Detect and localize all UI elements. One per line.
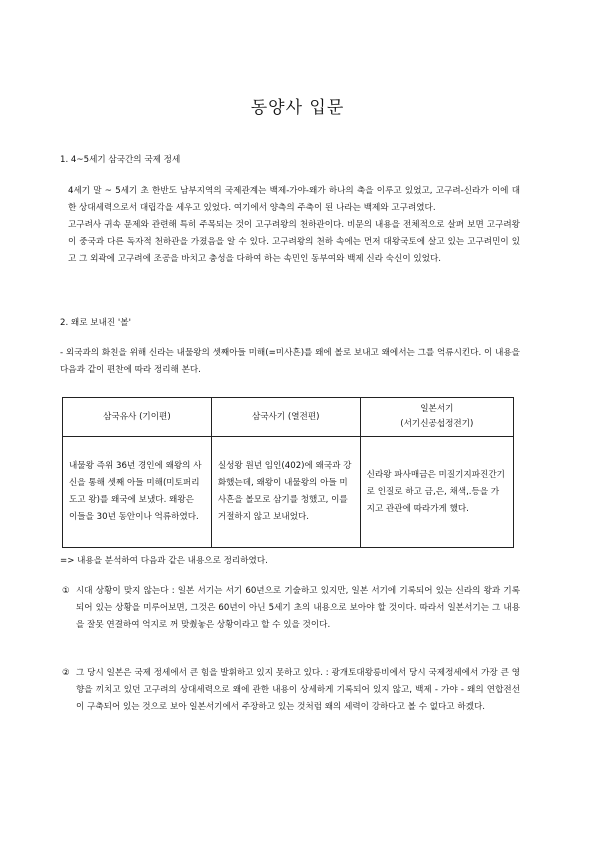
- document-title: 동양사 입문: [250, 98, 345, 118]
- table-cell-samgukyusa: 내물왕 즉위 36년 경인에 왜왕의 사신을 통해 셋째 아들 미해(미토퍼리도고 왕)를 왜국에 보냈다. 왜왕은 이들을 30년 동안이나 억류하였다.: [63, 437, 212, 548]
- list-item: [62, 583, 520, 634]
- list-item: [62, 665, 520, 716]
- section1-paragraph-2: 고구려사 귀속 문제와 관련해 특히 주목되는 것이 고구려왕의 천하관이다. 비문의 내용을 전체적으로 살펴 보면 고구려왕이 중국과 다른 독자적 천하관을 가졌음을 알 수 있다. 고구려왕의 천하 속에는 먼저 대왕국토에 살고 있는 고구려민이 있고 그 외곽에 고구려에 조공을 바치고 충성을 다하여 하는 속민인 동부여와 백제 신라 숙신이 있었다.: [68, 220, 520, 264]
- table-header-samguksagi: 삼국사기 (열전편): [211, 398, 360, 437]
- table-header-row: [63, 398, 514, 437]
- summary-line: => 내용을 분석하여 다음과 같은 내용으로 정리하였다.: [60, 556, 268, 566]
- section2-intro: [60, 345, 520, 379]
- section1-body: [60, 183, 520, 268]
- section2-intro-text: - 외국과의 화친을 위해 신라는 내물왕의 셋째아들 미해(=미사흔)를 왜에 볼로 보내고 왜에서는 그를 억류시킨다. 이 내용을 다음과 같이 편찬에 따라 정리해 본다.: [60, 348, 520, 375]
- table-cell-nihonshoki: 신라왕 파사매금은 미질기지파진간기로 인질로 하고 금,은, 채색,.등을 가지고 관관에 따라가게 했다.: [360, 437, 513, 548]
- table-header-samgukyusa: 삼국유사 (기이편): [63, 398, 212, 437]
- section1-paragraph-1: 4세기 말 ~ 5세기 초 한반도 남부지역의 국제관계는 백제-가야-왜가 하나의 축을 이루고 있었고, 고구려-신라가 이에 대한 상대세력으로서 대립각을 세우고 있었다. 여기에서 양측의 주축이 된 나라는 백제와 고구려였다.: [68, 186, 520, 213]
- section2-heading: 2. 왜로 보내진 '볼': [60, 318, 131, 328]
- point-text: 그 당시 일본은 국제 정세에서 큰 힘을 발휘하고 있지 못하고 있다. : 광개토대왕릉비에서 당시 국제정세에서 가장 큰 영향을 끼치고 있던 고구려의 상대세력으로 왜에 관한 내용이 상세하게 기록되어 있지 않고, 백제 - 가야 - 왜의 연합전선이 구축되어 있는 것으로 보아 일본서기에서 주장하고 있는 것처럼 왜의 세력이 강하다고 볼 수 없다고 하겠다.: [76, 668, 520, 712]
- point-number: ①: [62, 586, 70, 596]
- point-number: ②: [62, 668, 70, 678]
- section1-heading: 1. 4~5세기 삼국간의 국제 정세: [60, 155, 181, 165]
- table-cell-samguksagi: 실성왕 원년 임인(402)에 왜국과 강화했는데, 왜왕이 내물왕의 아들 미사흔을 볼모로 삼기를 청했고, 이를 거절하지 않고 보내었다.: [211, 437, 360, 548]
- table-header-nihonshoki: 일본서기 (서기신공섭정전기): [360, 398, 513, 437]
- table-row: [63, 437, 514, 548]
- comparison-table: [62, 397, 514, 548]
- point-text: 시대 상황이 맞지 않는다 : 일본 서기는 서기 60년으로 기술하고 있지만, 일본 서기에 기록되어 있는 신라의 왕과 기록되어 있는 상황을 미루어보면, 그것은 60년이 아닌 5세기 초의 내용으로 보아야 할 것이다. 따라서 일본서기는 그 내용을 잘못 연결하여 억지로 꺼 맞췄놓은 상황이라고 할 수 있을 것이다.: [76, 586, 520, 630]
